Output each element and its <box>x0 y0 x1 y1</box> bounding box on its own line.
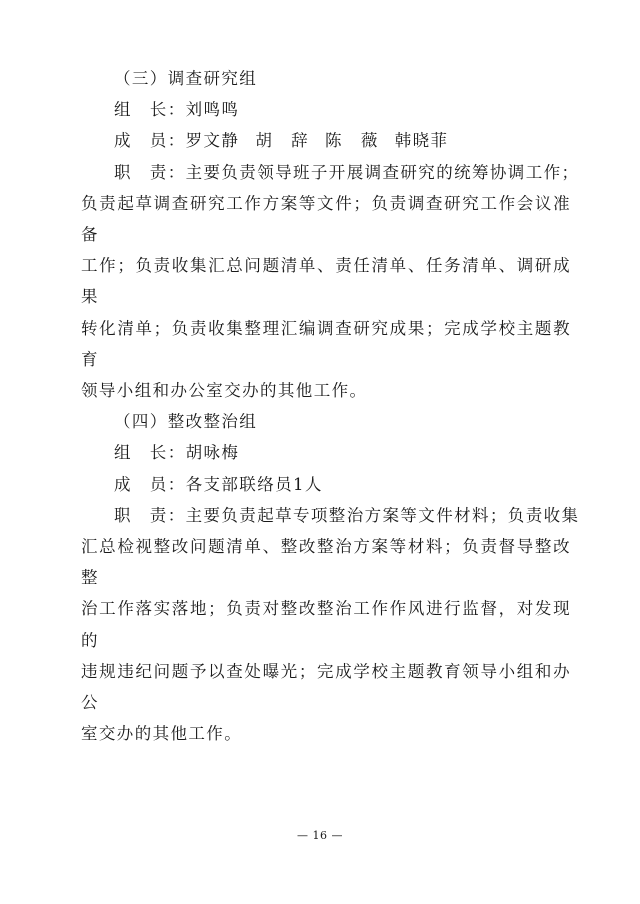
leader-label: 组 长： <box>114 443 186 463</box>
member-name: 陈 薇 <box>325 131 379 151</box>
duty-line: 领导小组和办公室交办的其他工作。 <box>81 381 368 401</box>
duty-line: 治工作落实落地；负责对整改整治工作作风进行监督，对发现的 <box>81 599 571 650</box>
members-text: 各支部联络员1人 <box>185 474 323 494</box>
leader-line-rectification <box>81 437 571 468</box>
leader-label: 组 长： <box>114 100 186 120</box>
member-name: 胡 辞 <box>255 131 310 151</box>
member-name: 罗文静 <box>185 131 240 151</box>
duty-line: 室交办的其他工作。 <box>81 724 243 744</box>
duty-line: 转化清单；负责收集整理汇编调查研究成果；完成学校主题教育 <box>81 318 571 369</box>
duty-line: 负责起草调查研究工作方案等文件；负责调查研究工作会议准备 <box>81 193 571 245</box>
members-line-rectification <box>81 469 571 500</box>
leader-line-investigation <box>81 94 571 125</box>
duty-line: 职 责：主要负责领导班子开展调查研究的统筹协调工作； <box>114 162 580 182</box>
document-body <box>81 63 580 749</box>
members-label: 成 员： <box>114 474 186 494</box>
members-line-investigation <box>81 125 571 156</box>
duty-line: 违规违纪问题予以查处曝光；完成学校主题教育领导小组和办公 <box>81 661 571 713</box>
duty-line: 职 责：主要负责起草专项整治方案等文件材料；负责收集 <box>114 505 580 525</box>
duty-line: 汇总检视整改问题清单、整改整治方案等材料；负责督导整改整 <box>81 537 571 588</box>
page-number: — 16 — <box>297 829 343 842</box>
duty-line: 工作；负责收集汇总问题清单、责任清单、任务清单、调研成果 <box>81 256 571 307</box>
section-heading-investigation-group: （三）调查研究组 <box>114 69 258 88</box>
section-heading-rectification-group: （四）整改整治组 <box>114 412 258 432</box>
members-label: 成 员： <box>114 131 186 151</box>
leader-name: 刘鸣鸣 <box>185 100 240 120</box>
leader-name: 胡咏梅 <box>185 443 240 463</box>
member-name: 韩晓菲 <box>394 131 449 151</box>
